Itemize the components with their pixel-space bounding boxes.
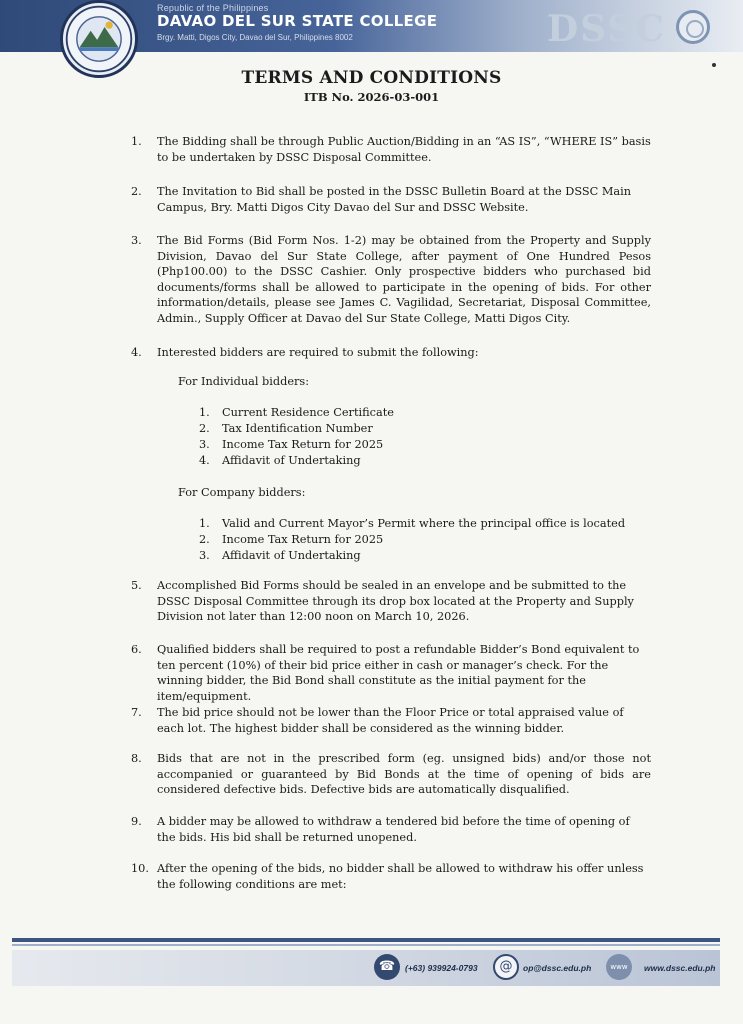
list-number: 3. [199,549,210,562]
term-text: The Bid Forms (Bid Form Nos. 1-2) may be obtained from the Property and Supply Division, Davao del Sur State College, after payment of One Hundred Pesos (Php100.00) to the DSSC Cashier. Only prospective bidders who purchased bid documents/forms shall be allowed to participate in the opening of bids. For other information/details, please see James C. Vagilidad, Secretariat, Disposal Committee, Admin., Supply Officer at Davao del Sur State College, Matti Digos City. [157,234,651,325]
term-item-5 [131,578,651,625]
footer-email: op@dssc.edu.ph [523,963,592,973]
term-item-8 [131,751,651,798]
list-text: Affidavit of Undertaking [222,454,361,467]
www-icon: www [606,954,632,980]
list-text: Valid and Current Mayor’s Permit where the principal office is located [222,517,626,530]
term-item-3 [131,233,651,327]
college-seal-logo [60,0,138,78]
speck-mark [712,63,716,67]
list-number: 4. [199,454,210,467]
term-item-4 [131,345,651,361]
term-text: Bids that are not in the prescribed form (eg. unsigned bids) and/or those not accompanied or guaranteed by Bid Bonds at the time of opening of bids are considered defective bids. Defective bids are automatically disqualified. [157,752,651,797]
term-number: 5. [131,579,142,592]
list-number: 3. [199,438,210,451]
term-number: 10. [131,862,149,875]
list-text: Tax Identification Number [222,422,373,435]
list-number: 2. [199,422,210,435]
footer-rule [12,938,720,942]
footer-website: www.dssc.edu.ph [644,963,716,973]
term-text: The bid price should not be lower than the Floor Price or total appraised value of each lot. The highest bidder shall be considered as the winning bidder. [157,706,624,735]
college-name: DAVAO DEL SUR STATE COLLEGE [157,12,438,30]
company-bidders-label: For Company bidders: [178,486,306,499]
footer-phone: (+63) 939924-0793 [405,963,478,973]
term-text: The Bidding shall be through Public Auction/Bidding in an “AS IS”, “WHERE IS” basis to be undertaken by DSSC Disposal Committee. [157,135,651,164]
term-item-6 [131,642,651,704]
list-text: Current Residence Certificate [222,406,394,419]
list-item [199,453,659,469]
republic-label: Republic of the Philippines [157,3,269,13]
footer-rule-thin [12,944,720,946]
list-item [199,437,659,453]
term-number: 2. [131,185,142,198]
term-number: 1. [131,135,142,148]
list-item [199,532,659,548]
term-number: 7. [131,706,142,719]
document-title: TERMS AND CONDITIONS [241,68,502,88]
phone-icon: ☎ [374,954,400,980]
individual-bidders-label: For Individual bidders: [178,375,310,388]
term-text: Accomplished Bid Forms should be sealed in an envelope and be submitted to the DSSC Disposal Committee through its drop box located at the Property and Supply Division not later than 12:00 noon on March 10, 2026. [157,579,634,624]
term-item-1 [131,134,651,165]
term-text: After the opening of the bids, no bidder shall be allowed to withdraw his offer unless the following conditions are met: [157,862,644,891]
list-text: Affidavit of Undertaking [222,549,361,562]
list-text: Income Tax Return for 2025 [222,438,384,451]
list-number: 1. [199,406,210,419]
term-number: 4. [131,346,142,359]
term-text: A bidder may be allowed to withdraw a tendered bid before the time of opening of the bids. His bid shall be returned unopened. [157,815,630,844]
term-text: The Invitation to Bid shall be posted in the DSSC Bulletin Board at the DSSC Main Campus, Bry. Matti Digos City Davao del Sur and DSSC Website. [157,185,632,214]
term-number: 6. [131,643,142,656]
term-number: 9. [131,815,142,828]
list-text: Income Tax Return for 2025 [222,533,384,546]
list-item [199,516,659,532]
term-number: 8. [131,752,142,765]
term-number: 3. [131,234,142,247]
term-text: Interested bidders are required to submit the following: [157,346,479,359]
college-address: Brgy. Matti, Digos City, Davao del Sur, Philippines 8002 [157,33,353,42]
term-item-2 [131,184,651,215]
list-item [199,421,659,437]
list-number: 1. [199,517,210,530]
term-text: Qualified bidders shall be required to post a refundable Bidder’s Bond equivalent to ten percent (10%) of their bid price either in cash or manager’s check. For the winning bidder, the Bid Bond shall constitute as the initial payment for the item/equipment. [157,643,640,703]
term-item-9 [131,814,651,845]
at-icon: @ [493,954,519,980]
itb-reference: ITB No. 2026-03-001 [303,90,440,104]
emblem-icon [676,10,710,44]
dssc-logo-text: DSSC [547,8,667,50]
list-item [199,548,659,564]
term-item-10 [131,861,651,892]
list-item [199,405,659,421]
list-number: 2. [199,533,210,546]
term-item-7 [131,705,651,736]
